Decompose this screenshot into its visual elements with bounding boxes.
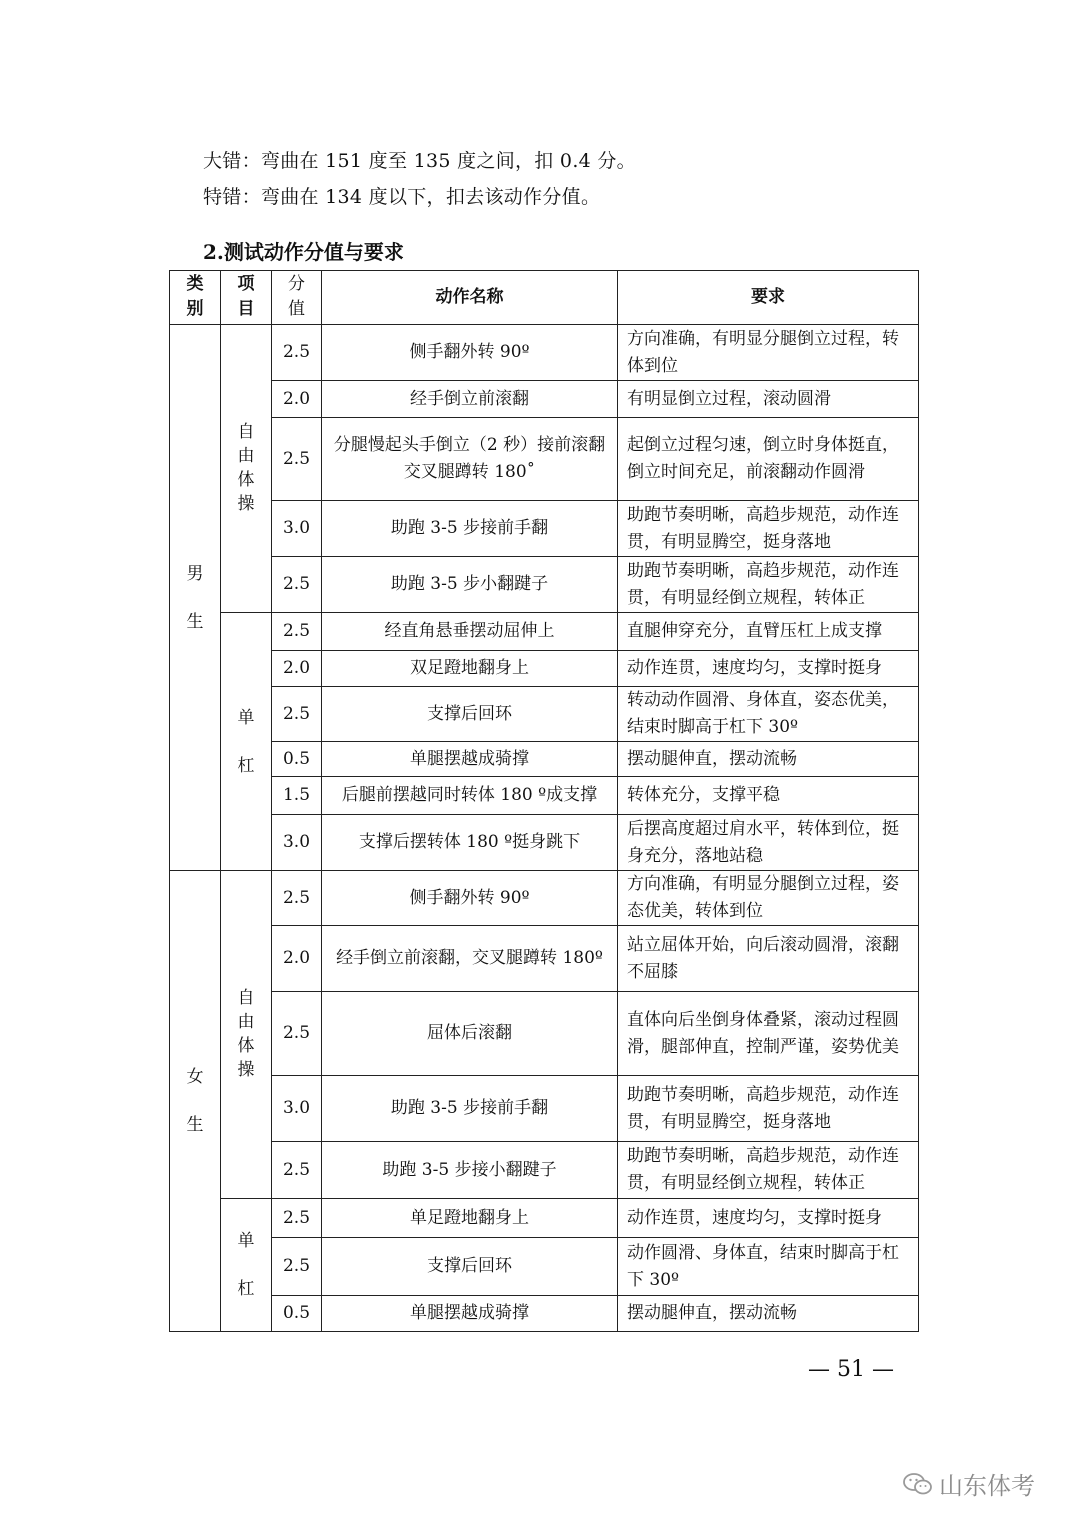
category-male: 男生 [170, 325, 221, 871]
score-cell: 2.0 [272, 651, 322, 687]
header-category: 类别 [170, 271, 221, 325]
category-female: 女生 [170, 871, 221, 1332]
requirement-cell: 站立屈体开始，向后滚动圆滑，滚翻不屈膝 [618, 926, 919, 992]
table-row [170, 1142, 919, 1199]
header-item: 项目 [221, 271, 272, 325]
requirement-cell: 动作圆滑、身体直，结束时脚高于杠下 30º [618, 1238, 919, 1296]
score-cell: 2.5 [272, 613, 322, 651]
requirement-cell: 助跑节奏明晰，高趋步规范，动作连贯，有明显腾空，挺身落地 [618, 1076, 919, 1142]
action-cell: 屈体后滚翻 [322, 992, 618, 1076]
score-table [169, 270, 919, 1332]
action-cell: 经手倒立前滚翻 [322, 381, 618, 418]
action-cell: 经直角悬垂摆动屈伸上 [322, 613, 618, 651]
score-cell: 2.0 [272, 926, 322, 992]
table-row [170, 418, 919, 501]
paragraph-special-error: 特错：弯曲在 134 度以下，扣去该动作分值。 [203, 186, 601, 208]
table-row [170, 1296, 919, 1332]
section-title: 2.测试动作分值与要求 [203, 240, 404, 264]
score-cell: 2.5 [272, 1238, 322, 1296]
requirement-cell: 转动动作圆滑、身体直，姿态优美，结束时脚高于杠下 30º [618, 687, 919, 742]
paragraph-major-error: 大错：弯曲在 151 度至 135 度之间，扣 0.4 分。 [203, 150, 636, 172]
score-cell: 2.5 [272, 871, 322, 926]
requirement-cell: 助跑节奏明晰，高趋步规范，动作连贯，有明显经倒立规程，转体正 [618, 557, 919, 613]
action-cell: 单腿摆越成骑撑 [322, 1296, 618, 1332]
requirement-cell: 动作连贯，速度均匀，支撑时挺身 [618, 1199, 919, 1238]
action-cell: 侧手翻外转 90º [322, 325, 618, 381]
requirement-cell: 后摆高度超过肩水平，转体到位，挺身充分，落地站稳 [618, 815, 919, 871]
requirement-cell: 助跑节奏明晰，高趋步规范，动作连贯，有明显经倒立规程，转体正 [618, 1142, 919, 1199]
table-row [170, 1238, 919, 1296]
table-row [170, 687, 919, 742]
requirement-cell: 方向准确，有明显分腿倒立过程，转体到位 [618, 325, 919, 381]
item-male-floor: 自由体操 [221, 325, 272, 613]
requirement-cell: 直体向后坐倒身体叠紧，滚动过程圆滑，腿部伸直，控制严谨，姿势优美 [618, 992, 919, 1076]
action-cell: 助跑 3-5 步接前手翻 [322, 501, 618, 557]
table-row [170, 381, 919, 418]
item-female-bar: 单杠 [221, 1199, 272, 1332]
requirement-cell: 摆动腿伸直，摆动流畅 [618, 742, 919, 777]
watermark-text: 山东体考 [939, 1472, 1035, 1500]
table-row [170, 926, 919, 992]
wechat-icon [903, 1472, 933, 1496]
score-cell: 0.5 [272, 1296, 322, 1332]
action-cell: 单腿摆越成骑撑 [322, 742, 618, 777]
item-female-floor: 自由体操 [221, 871, 272, 1199]
action-cell: 支撑后回环 [322, 687, 618, 742]
score-cell: 2.0 [272, 381, 322, 418]
table-row [170, 992, 919, 1076]
score-cell: 2.5 [272, 418, 322, 501]
action-cell: 支撑后回环 [322, 1238, 618, 1296]
table-row [170, 501, 919, 557]
table-row [170, 1076, 919, 1142]
requirement-cell: 直腿伸穿充分，直臂压杠上成支撑 [618, 613, 919, 651]
requirement-cell: 有明显倒立过程，滚动圆滑 [618, 381, 919, 418]
requirement-cell: 起倒立过程匀速，倒立时身体挺直，倒立时间充足，前滚翻动作圆滑 [618, 418, 919, 501]
header-action: 动作名称 [322, 271, 618, 325]
action-cell: 经手倒立前滚翻，交叉腿蹲转 180º [322, 926, 618, 992]
requirement-cell: 摆动腿伸直，摆动流畅 [618, 1296, 919, 1332]
table-row [170, 1199, 919, 1238]
score-cell: 3.0 [272, 815, 322, 871]
table-header-row [170, 271, 919, 325]
table-row [170, 815, 919, 871]
page-number: — 51 — [808, 1357, 894, 1382]
requirement-cell: 转体充分，支撑平稳 [618, 777, 919, 815]
table-row [170, 871, 919, 926]
table-row [170, 557, 919, 613]
score-cell: 2.5 [272, 992, 322, 1076]
header-score: 分值 [272, 271, 322, 325]
action-cell: 分腿慢起头手倒立（2 秒）接前滚翻交叉腿蹲转 180˚ [322, 418, 618, 501]
score-cell: 3.0 [272, 501, 322, 557]
table-row [170, 777, 919, 815]
requirement-cell: 动作连贯，速度均匀，支撑时挺身 [618, 651, 919, 687]
action-cell: 支撑后摆转体 180 º挺身跳下 [322, 815, 618, 871]
table-row [170, 651, 919, 687]
table-row [170, 613, 919, 651]
action-cell: 双足蹬地翻身上 [322, 651, 618, 687]
score-cell: 2.5 [272, 557, 322, 613]
score-cell: 3.0 [272, 1076, 322, 1142]
score-cell: 0.5 [272, 742, 322, 777]
requirement-cell: 助跑节奏明晰，高趋步规范，动作连贯，有明显腾空，挺身落地 [618, 501, 919, 557]
item-male-bar: 单杠 [221, 613, 272, 871]
action-cell: 侧手翻外转 90º [322, 871, 618, 926]
action-cell: 助跑 3-5 步接前手翻 [322, 1076, 618, 1142]
requirement-cell: 方向准确，有明显分腿倒立过程，姿态优美，转体到位 [618, 871, 919, 926]
score-cell: 2.5 [272, 1142, 322, 1199]
action-cell: 单足蹬地翻身上 [322, 1199, 618, 1238]
table-row [170, 742, 919, 777]
score-cell: 2.5 [272, 325, 322, 381]
score-cell: 2.5 [272, 687, 322, 742]
watermark [903, 1466, 1035, 1501]
header-requirement: 要求 [618, 271, 919, 325]
action-cell: 后腿前摆越同时转体 180 º成支撑 [322, 777, 618, 815]
score-cell: 2.5 [272, 1199, 322, 1238]
action-cell: 助跑 3-5 步小翻踺子 [322, 557, 618, 613]
score-cell: 1.5 [272, 777, 322, 815]
table-row [170, 325, 919, 381]
action-cell: 助跑 3-5 步接小翻踺子 [322, 1142, 618, 1199]
